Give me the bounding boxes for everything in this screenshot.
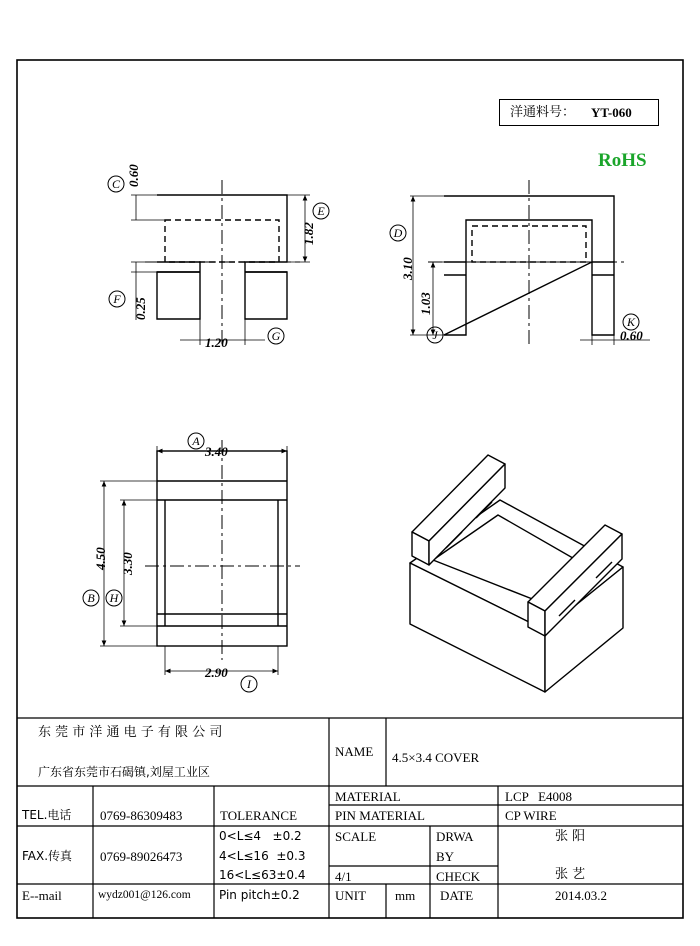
pin-material-value: CP WIRE [505, 808, 557, 823]
name-value: 4.5×3.4 COVER [392, 750, 480, 765]
svg-text:H: H [109, 591, 119, 605]
date-value: 2014.03.2 [555, 888, 607, 903]
tel-value: 0769-86309483 [100, 808, 183, 823]
tolerance-row-2: 4<L≤16 ±0.3 [219, 849, 306, 863]
dim-k-text: 0.60 [620, 328, 643, 343]
check-value: 张 艺 [555, 867, 586, 882]
rohs-mark: RoHS [598, 150, 647, 171]
callout-a [188, 433, 204, 449]
dim-a-text: 3.40 [205, 444, 228, 459]
svg-text:D: D [393, 226, 403, 240]
callout-d [390, 225, 406, 241]
drawn-by-label-1: DRWA [436, 829, 474, 844]
tolerance-row-4: Pin pitch±0.2 [219, 888, 300, 902]
dim-i-text: 2.90 [205, 665, 228, 680]
email-value: wydz001@126.com [98, 889, 191, 901]
part-number-value: YT-060 [591, 105, 632, 120]
fax-label: FAX.传真 [22, 849, 73, 863]
drawn-by-label-2: BY [436, 849, 455, 864]
svg-text:A: A [192, 434, 200, 448]
callout-g [268, 328, 284, 344]
company-name: 东 莞 市 洋 通 电 子 有 限 公 司 [38, 725, 223, 740]
svg-text:J: J [432, 328, 438, 342]
date-label: DATE [440, 888, 474, 903]
svg-text:G: G [271, 329, 281, 343]
svg-text:E: E [317, 204, 325, 218]
unit-label: UNIT [335, 888, 367, 903]
callout-k [623, 314, 639, 330]
check-label: CHECK [436, 869, 481, 884]
dim-d-text: 3.10 [400, 257, 415, 280]
callout-c [108, 176, 124, 192]
dim-f-text: 0.25 [133, 297, 148, 320]
material-value: LCP E4008 [505, 789, 573, 804]
scale-label: SCALE [335, 829, 377, 844]
tolerance-label: TOLERANCE [220, 808, 298, 823]
dim-c-text: 0.60 [126, 164, 141, 187]
company-address: 广东省东莞市石碣镇,刘屋工业区 [38, 765, 210, 779]
unit-value: mm [395, 888, 416, 903]
svg-text:B: B [87, 591, 95, 605]
tolerance-row-3: 16<L≤63±0.4 [219, 868, 306, 882]
callout-h [106, 590, 122, 606]
callout-e [313, 203, 329, 219]
name-label: NAME [335, 744, 374, 759]
dim-h-text: 3.30 [120, 552, 135, 575]
dim-b-text: 4.50 [93, 547, 108, 570]
svg-text:F: F [113, 292, 121, 306]
callout-b [83, 590, 99, 606]
pin-material-label: PIN MATERIAL [335, 808, 425, 823]
dim-j-text: 1.03 [418, 292, 433, 315]
callout-i [241, 676, 257, 692]
drawn-by-value: 张 阳 [555, 829, 586, 844]
svg-text:I: I [247, 677, 251, 691]
fax-value: 0769-89026473 [100, 849, 183, 864]
material-label: MATERIAL [335, 789, 401, 804]
svg-text:C: C [111, 177, 121, 191]
dim-e-text: 1.82 [301, 222, 316, 245]
tolerance-row-1: 0<L≤4 ±0.2 [219, 829, 302, 843]
scale-value: 4/1 [335, 869, 352, 884]
tel-label: TEL.电话 [22, 808, 72, 822]
svg-text:K: K [626, 315, 636, 329]
part-number-label: 洋通料号： [510, 105, 576, 120]
callout-f [109, 291, 125, 307]
email-label: E--mail [22, 888, 62, 903]
front-view [131, 180, 310, 345]
dim-g-text: 1.20 [205, 335, 228, 350]
side-view [410, 180, 650, 345]
isometric-view [410, 455, 623, 692]
